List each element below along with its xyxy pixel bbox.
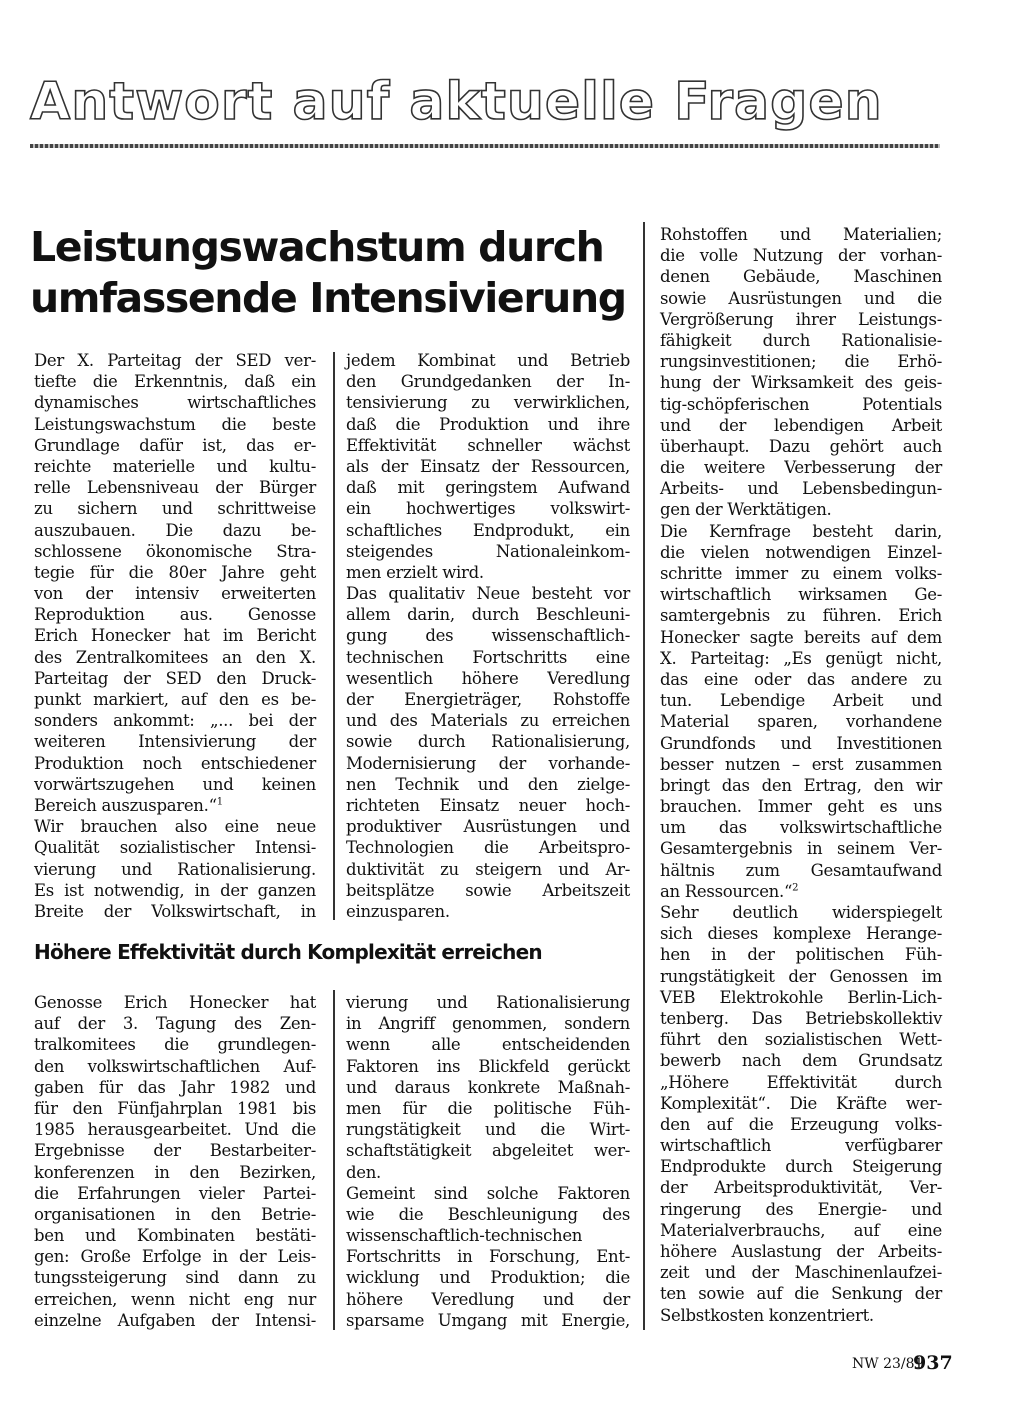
text-line: jedem Kombinat und Betrieb: [346, 351, 630, 370]
text-line: der Energieträger, Rohstoffe: [346, 690, 630, 709]
text-line: Reproduktion aus. Genosse: [34, 605, 316, 625]
text-line: Erich Honecker hat im Bericht: [34, 626, 316, 646]
text-line: Komplexität“. Die Kräfte wer-: [660, 1093, 942, 1113]
text-line: und der lebendigen Arbeit: [660, 415, 942, 435]
text-line: steigendes Nationaleinkom-: [346, 541, 630, 561]
text-line: die weitere Verbesserung der: [660, 458, 942, 478]
text-line: des Zentralkomitees an den X.: [34, 647, 316, 667]
page-number: 937: [913, 1352, 953, 1374]
text-line: konferenzen in den Bezirken,: [34, 1162, 316, 1182]
text-line: gung des wissenschaftlich-: [346, 626, 630, 646]
text-line: duktivität zu steigern und Ar-: [346, 859, 630, 879]
text-line: der Arbeitsproduktivität, Ver-: [660, 1178, 942, 1198]
text-line: tensivierung zu verwirklichen,: [346, 393, 630, 413]
article-headline: [30, 222, 630, 324]
text-line: und daraus konkrete Maßnah-: [346, 1077, 630, 1097]
text-line: sowie durch Rationalisierung,: [346, 732, 630, 752]
text-line: führt den sozialistischen Wett-: [660, 1030, 942, 1050]
text-line: und des Materials zu erreichen: [346, 711, 630, 731]
text-line: produktiver Ausrüstungen und: [346, 817, 630, 837]
text-line: Produktion noch entschiedener: [34, 753, 316, 773]
text-line: Effektivität schneller wächst: [346, 435, 630, 455]
column-1-text-top: [34, 350, 316, 922]
text-line: tun. Lebendige Arbeit und: [660, 691, 942, 711]
text-line: den.: [346, 1162, 381, 1182]
text-line: einzelne Aufgaben der Intensi-: [34, 1310, 316, 1330]
text-line: Das qualitativ Neue besteht vor: [346, 584, 630, 604]
text-line: vierung und Rationalisierung.: [34, 859, 316, 879]
text-line: Genosse Erich Honecker hat: [34, 993, 316, 1012]
text-line: die volle Nutzung der vorhan-: [660, 246, 942, 266]
text-line: schaftliches Endprodukt, ein: [346, 520, 630, 540]
text-line: dynamisches wirtschaftliches: [34, 393, 316, 413]
text-line: Honecker sagte bereits auf dem: [660, 627, 942, 647]
text-line: Grundlage dafür ist, das er-: [34, 435, 316, 455]
text-line-with-footnote: [34, 795, 316, 816]
text-line: als der Einsatz der Ressourcen,: [346, 456, 630, 476]
text-line: Endprodukte durch Steigerung: [660, 1157, 942, 1177]
text-line: Material sparen, vorhandene: [660, 712, 942, 732]
text-line: X. Parteitag: „Es genügt nicht,: [660, 648, 942, 668]
text-line: wesentlich höhere Veredlung: [346, 668, 630, 688]
text-line: sonders ankommt: „... bei der: [34, 711, 316, 731]
headline-line-1: Leistungswachstum durch: [30, 223, 604, 271]
text-line: ten sowie auf die Senkung der: [660, 1284, 942, 1304]
text-line: die vielen notwendigen Einzel-: [660, 542, 942, 562]
text-line: Vergrößerung ihrer Leistungs-: [660, 309, 942, 329]
text-line: tralkomitees die grundlegen-: [34, 1035, 316, 1055]
text-line: sparsame Umgang mit Energie,: [346, 1310, 630, 1330]
text-line-with-footnote: [660, 881, 942, 902]
text-line: auszubauen. Die dazu be-: [34, 520, 316, 540]
text-line: den volkswirtschaftlichen Auf-: [34, 1056, 316, 1076]
text-line: Breite der Volkswirtschaft, in: [34, 901, 316, 921]
text-line: gaben für das Jahr 1982 und: [34, 1077, 316, 1097]
text-line: Sehr deutlich widerspiegelt: [660, 903, 942, 922]
column-rule-right: [643, 222, 645, 1330]
text-line: rungsinvestitionen; die Erhö-: [660, 352, 942, 372]
text-line: Technologien die Arbeitspro-: [346, 838, 630, 858]
text-line: Materialverbrauchs, auf eine: [660, 1220, 942, 1240]
text-line: hältnis zum Gesamtaufwand: [660, 860, 942, 880]
text-line: beitsplätze sowie Arbeitszeit: [346, 880, 630, 900]
text-line: an Ressourcen.“: [660, 881, 793, 901]
text-line: Modernisierung der vorhande-: [346, 753, 630, 773]
text-line: fähigkeit durch Rationalisie-: [660, 330, 942, 350]
text-line: bewerb nach dem Grundsatz: [660, 1051, 942, 1071]
text-line: bringt das den Ertrag, den wir: [660, 775, 942, 795]
text-line: um das volkswirtschaftliche: [660, 818, 942, 838]
text-line: nen Technik und den zielge-: [346, 774, 630, 794]
text-line: weiteren Intensivierung der: [34, 732, 316, 752]
text-line: Rohstoffen und Materialien;: [660, 225, 942, 244]
text-line: besser nutzen – erst zusammen: [660, 754, 942, 774]
text-line: den Grundgedanken der In-: [346, 372, 630, 392]
text-line: ringerung des Energie- und: [660, 1199, 942, 1219]
footnote-marker-2: 2: [792, 882, 799, 894]
text-line: vorwärtszugehen und keinen: [34, 774, 316, 794]
text-line: hen in der politischen Füh-: [660, 945, 942, 965]
text-line: schritte immer zu einem volks-: [660, 564, 942, 583]
text-line: einzusparen.: [346, 901, 450, 921]
text-line: sich dieses komplexe Herange-: [660, 924, 942, 944]
headline-line-2: umfassende Intensivierung: [30, 274, 626, 322]
text-line: Die Kernfrage besteht darin,: [660, 521, 942, 541]
issue-reference: NW 23/81: [852, 1356, 924, 1372]
text-line: in Angriff genommen, sondern: [346, 1014, 630, 1034]
column-rule-left: [333, 352, 335, 920]
section-rubric: Antwort auf aktuelle Fragen: [30, 72, 883, 132]
text-line: denen Gebäude, Maschinen: [660, 267, 942, 287]
text-line: von der intensiv erweiterten: [34, 584, 316, 604]
text-line: das eine oder das andere zu: [660, 669, 942, 689]
text-line: men erzielt wird.: [346, 562, 484, 582]
text-line: gen: Große Erfolge in der Leis-: [34, 1247, 316, 1267]
text-line: schaftstätigkeit abgeleitet wer-: [346, 1141, 630, 1161]
text-line: wirtschaftlich verfügbarer: [660, 1136, 942, 1156]
text-line: die Erfahrungen vieler Partei-: [34, 1183, 316, 1203]
text-line: ben und Kombinaten bestäti-: [34, 1226, 316, 1246]
text-line: Gesamtergebnis in seinem Ver-: [660, 839, 942, 859]
text-line: „Höhere Effektivität durch: [660, 1072, 942, 1092]
text-line: zeit und der Maschinenlaufzei-: [660, 1263, 942, 1283]
text-line: daß mit geringstem Aufwand: [346, 478, 630, 498]
text-line: tungssteigerung sind dann zu: [34, 1268, 316, 1288]
text-line: vierung und Rationalisierung: [346, 993, 630, 1012]
text-line: tig-schöpferischen Potentials: [660, 394, 942, 414]
text-line: Der X. Parteitag der SED ver-: [34, 351, 316, 370]
column-3-text: [660, 224, 942, 1326]
column-rule-bottom: [333, 990, 335, 1330]
text-line: erreichen, wenn nicht eng nur: [34, 1289, 316, 1309]
text-line: schlossene ökonomische Stra-: [34, 541, 316, 561]
text-line: organisationen in den Betrie-: [34, 1204, 316, 1224]
text-line: Fortschritts in Forschung, Ent-: [346, 1247, 630, 1267]
text-line: wicklung und Produktion; die: [346, 1268, 630, 1288]
text-line: 1985 herausgearbeitet. Und die: [34, 1120, 316, 1140]
text-line: den auf die Erzeugung volks-: [660, 1114, 942, 1134]
text-line: wissenschaftlich-technischen: [346, 1226, 583, 1246]
footnote-marker-1: 1: [216, 796, 223, 808]
text-line: für den Fünfjahrplan 1981 bis: [34, 1098, 316, 1118]
text-line: punkt markiert, auf den es be-: [34, 690, 316, 709]
text-line: Leistungswachstum die beste: [34, 414, 316, 434]
text-line: Arbeits- und Lebensbedingun-: [660, 479, 942, 499]
column-2-text-top: [346, 350, 630, 922]
text-line: brauchen. Immer geht es uns: [660, 797, 942, 817]
text-line: wenn alle entscheidenden: [346, 1035, 630, 1055]
text-line: Faktoren ins Blickfeld gerückt: [346, 1056, 630, 1076]
text-line: tiefte die Erkenntnis, daß ein: [34, 372, 316, 392]
text-line: reichte materielle und kultu-: [34, 456, 316, 476]
text-line: höhere Veredlung und der: [346, 1289, 630, 1309]
text-line: Gemeint sind solche Faktoren: [346, 1183, 630, 1203]
text-line: Ergebnisse der Bestarbeiter-: [34, 1141, 316, 1161]
text-line: rungstätigkeit und die Wirt-: [346, 1120, 630, 1140]
text-line: tenberg. Das Betriebskollektiv: [660, 1008, 942, 1028]
text-line: Bereich auszusparen.“: [34, 795, 217, 815]
text-line: Es ist notwendig, in der ganzen: [34, 880, 316, 900]
text-line: auf der 3. Tagung des Zen-: [34, 1014, 316, 1034]
text-line: men für die politische Füh-: [346, 1098, 630, 1118]
text-line: hung der Wirksamkeit des geis-: [660, 373, 942, 393]
text-line: technischen Fortschritts eine: [346, 647, 630, 667]
text-line: Selbstkosten konzentriert.: [660, 1305, 874, 1325]
text-line: daß die Produktion und ihre: [346, 414, 630, 434]
text-line: tegie für die 80er Jahre geht: [34, 562, 316, 582]
text-line: VEB Elektrokohle Berlin-Lich-: [660, 987, 942, 1007]
text-line: höhere Auslastung der Arbeits-: [660, 1242, 942, 1261]
column-1-text-bottom: [34, 992, 316, 1331]
text-line: rungstätigkeit der Genossen im: [660, 966, 942, 986]
text-line: relle Lebensniveau der Bürger: [34, 478, 316, 498]
text-line: ein hochwertiges volkswirt-: [346, 499, 630, 519]
text-line: wie die Beschleunigung des: [346, 1204, 630, 1224]
text-line: Grundfonds und Investitionen: [660, 733, 942, 753]
text-line: Qualität sozialistischer Intensi-: [34, 838, 316, 858]
text-line: wirtschaftlich wirksamen Ge-: [660, 585, 942, 605]
text-line: allem darin, durch Beschleuni-: [346, 605, 630, 625]
text-line: Wir brauchen also eine neue: [34, 817, 316, 837]
text-line: samtergebnis zu führen. Erich: [660, 606, 942, 626]
text-line: richteten Einsatz neuer hoch-: [346, 795, 630, 815]
text-line: sowie Ausrüstungen und die: [660, 288, 942, 308]
text-line: zu sichern und schrittweise: [34, 499, 316, 519]
text-line: überhaupt. Dazu gehört auch: [660, 436, 942, 456]
rubric-underline: [30, 144, 940, 148]
section-subheading: Höhere Effektivität durch Komplexität erreichen: [34, 940, 542, 964]
text-line: gen der Werktätigen.: [660, 500, 832, 520]
column-2-text-bottom: [346, 992, 630, 1331]
text-line: Parteitag der SED den Druck-: [34, 668, 316, 688]
